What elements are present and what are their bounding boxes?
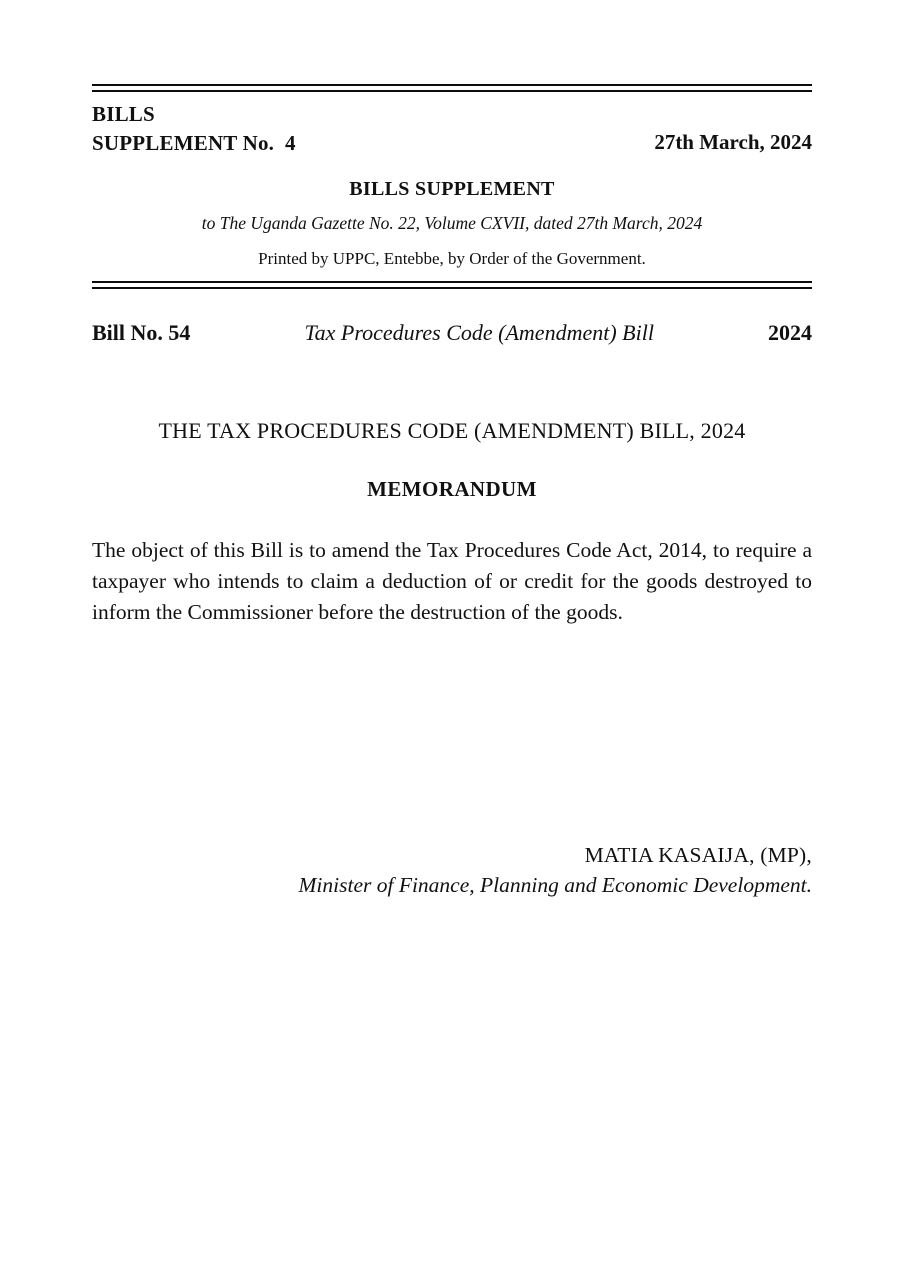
supplement-title: BILLS SUPPLEMENT <box>349 178 555 200</box>
masthead-line-2: SUPPLEMENT No. 4 <box>92 131 296 155</box>
memorandum-heading: MEMORANDUM <box>367 477 537 501</box>
memorandum-body: The object of this Bill is to amend the Tax Procedures Code Act, 2014, to require a taxpayer who intends to claim a deduction of or credit for the goods destroyed to inform the Commissioner before the destruction of the goods. <box>92 538 812 624</box>
bill-line <box>92 320 812 346</box>
masthead <box>92 100 812 158</box>
act-title: THE TAX PROCEDURES CODE (AMENDMENT) BILL, 2024 <box>158 418 746 443</box>
signatory-title: Minister of Finance, Planning and Economic Development. <box>298 873 812 897</box>
signatory-name: MATIA KASAIJA, (MP), <box>584 843 812 867</box>
masthead-date: 27th March, 2024 <box>654 130 812 154</box>
top-double-rule <box>92 84 812 92</box>
masthead-line-1: BILLS <box>92 102 155 126</box>
bill-short-title: Tax Procedures Code (Amendment) Bill <box>304 320 654 345</box>
printer-note: Printed by UPPC, Entebbe, by Order of the Government. <box>258 249 646 268</box>
bottom-double-rule <box>92 281 812 289</box>
masthead-title <box>92 100 296 158</box>
bill-year: 2024 <box>768 320 812 345</box>
gazette-reference: to The Uganda Gazette No. 22, Volume CXVII, dated 27th March, 2024 <box>201 213 703 233</box>
bill-number: Bill No. 54 <box>92 320 191 345</box>
